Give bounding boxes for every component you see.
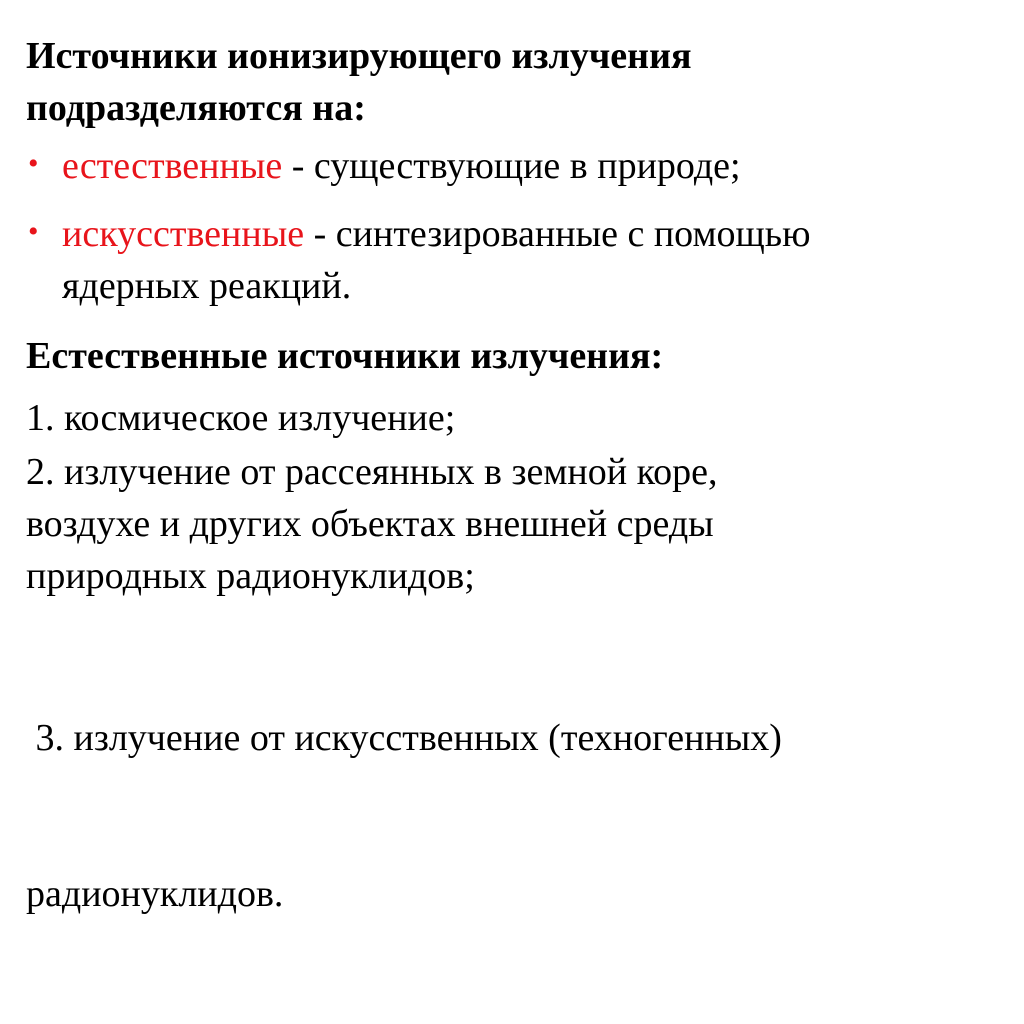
list-item-3	[26, 608, 1006, 1024]
list-item-1-line1: 1. космическое излучение;	[26, 397, 456, 439]
bullet-dot-icon: •	[28, 215, 39, 248]
bullet-artificial-description-line2: ядерных реакций.	[62, 265, 352, 307]
list-item-2-line1: 2. излучение от рассеянных в земной коре,	[26, 451, 718, 493]
list-item-2	[26, 446, 1006, 602]
heading-sources-line1: Источники ионизирующего излучения	[26, 35, 692, 77]
bullet-artificial-description-line1: - синтезированные с помощью	[304, 213, 811, 255]
heading-natural-sources: Естественные источники излучения:	[26, 335, 664, 377]
heading-sources-line2: подразделяются на:	[26, 87, 366, 129]
bullet-natural-description: - существующие в природе;	[282, 145, 741, 187]
bullet-natural	[26, 140, 1006, 192]
list-item-2-line2: воздухе и других объектах внешней среды	[26, 503, 714, 545]
bullet-artificial-text	[26, 208, 1006, 260]
list-item-3-line1: 3. излучение от искусственных (техногенных)	[26, 717, 782, 759]
list-item-3-line2: радионуклидов.	[26, 873, 284, 915]
term-natural: естественные	[62, 145, 283, 187]
list-item-1	[26, 392, 1006, 444]
bullet-natural-text	[26, 140, 1006, 192]
bullet-artificial	[26, 208, 1006, 312]
list-item-2-line3: природных радионуклидов;	[26, 555, 475, 597]
bullet-dot-icon: •	[28, 147, 39, 180]
term-artificial: искусственные	[62, 213, 305, 255]
